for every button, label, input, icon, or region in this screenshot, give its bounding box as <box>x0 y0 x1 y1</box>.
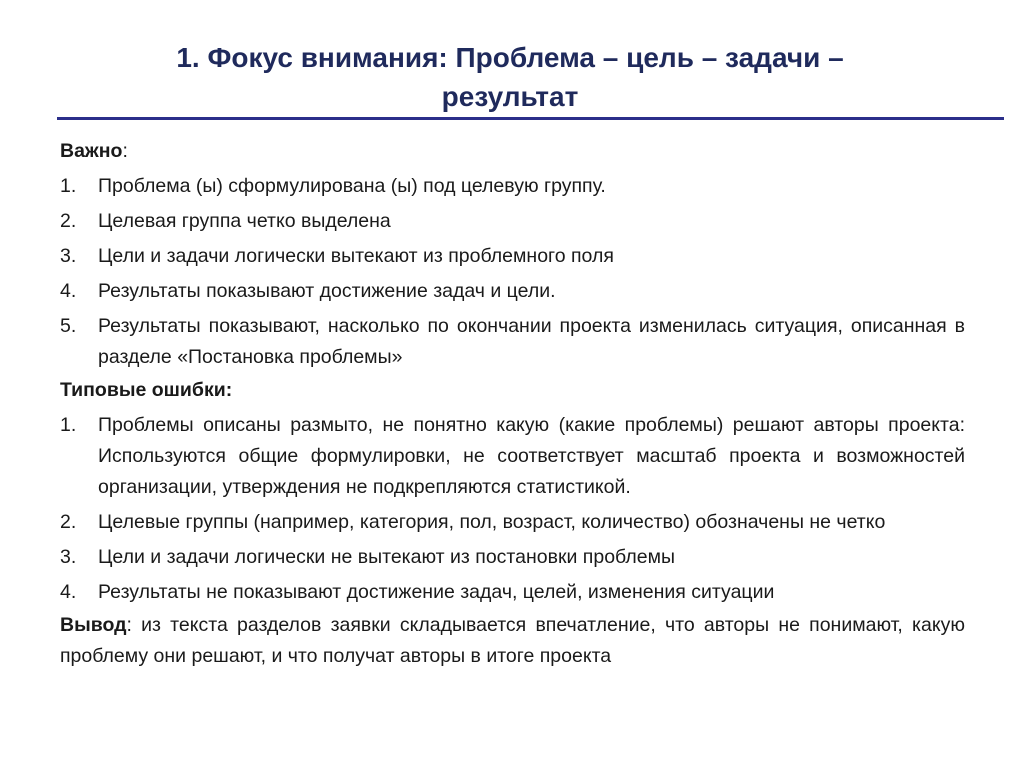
slide-content <box>60 136 965 672</box>
list-item <box>60 206 965 237</box>
list-item-number: 2. <box>60 511 77 533</box>
slide-title-line-2: результат <box>441 81 579 112</box>
important-heading-colon: : <box>122 140 128 162</box>
important-list <box>60 171 965 373</box>
errors-list <box>60 410 965 608</box>
list-item-number: 4. <box>60 280 77 302</box>
errors-section <box>60 375 965 608</box>
list-item-text: Цели и задачи логически не вытекают из постановки проблемы <box>98 546 675 568</box>
list-item <box>60 171 965 202</box>
list-item-text: Результаты не показывают достижение задач, целей, изменения ситуации <box>98 581 775 603</box>
list-item-text: Результаты показывают достижение задач и цели. <box>98 280 556 302</box>
list-item <box>60 276 965 307</box>
list-item <box>60 311 965 373</box>
list-item-number: 3. <box>60 245 77 267</box>
conclusion <box>60 610 965 672</box>
important-heading-row <box>60 136 965 167</box>
important-section <box>60 136 965 373</box>
list-item <box>60 542 965 573</box>
title-divider <box>57 117 1004 120</box>
list-item-text: Целевая группа четко выделена <box>98 210 391 232</box>
conclusion-label: Вывод <box>60 614 127 636</box>
errors-heading: Типовые ошибки: <box>60 379 233 401</box>
list-item-text: Результаты показывают, насколько по окончании проекта изменилась ситуация, описанная в разделе «Постановка проблемы» <box>98 315 965 368</box>
list-item <box>60 577 965 608</box>
list-item <box>60 507 965 538</box>
list-item-number: 5. <box>60 315 77 337</box>
list-item-text: Проблемы описаны размыто, не понятно какую (какие проблемы) решают авторы проекта: Используются общие формулировки, не соответствует масштаб проекта и возможностей организации, утверждения не подкрепляются статистикой. <box>98 414 965 498</box>
list-item <box>60 241 965 272</box>
list-item-text: Проблема (ы) сформулирована (ы) под целевую группу. <box>98 175 606 197</box>
list-item-number: 4. <box>60 581 77 603</box>
conclusion-text: : из текста разделов заявки складывается впечатление, что авторы не понимают, какую проблему они решают, и что получат авторы в итоге проекта <box>60 614 965 667</box>
list-item-number: 1. <box>60 175 77 197</box>
important-heading: Важно <box>60 140 123 162</box>
slide-title <box>40 38 980 116</box>
list-item-number: 1. <box>60 414 77 436</box>
slide-title-line-1: 1. Фокус внимания: Проблема – цель – задачи – <box>176 42 844 73</box>
list-item-number: 2. <box>60 210 77 232</box>
list-item <box>60 410 965 503</box>
list-item-text: Цели и задачи логически вытекают из проблемного поля <box>98 245 614 267</box>
list-item-number: 3. <box>60 546 77 568</box>
list-item-text: Целевые группы (например, категория, пол, возраст, количество) обозначены не четко <box>98 511 886 533</box>
